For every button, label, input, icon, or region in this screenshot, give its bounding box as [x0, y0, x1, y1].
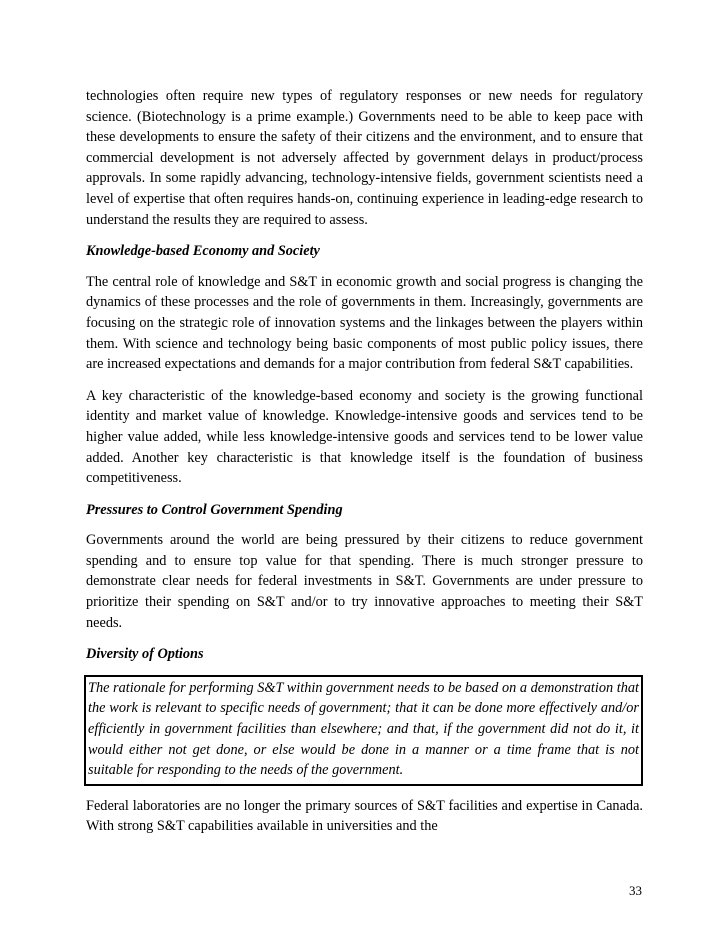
heading-spending-pressures: Pressures to Control Government Spending — [86, 501, 343, 518]
heading-knowledge-economy: Knowledge-based Economy and Society — [86, 243, 320, 260]
diversity-paragraph: Federal laboratories are no longer the primary sources of S&T facilities and expertise in Canada. With strong S&T capabilities available in universities and the — [86, 797, 643, 835]
intro-paragraph: technologies often require new types of regulatory responses or new needs for regulatory science. (Biotechnology is a prime example.) Governments need to be able to keep pace with these developments to ensure the safety of their citizens and the environment, and to ensure that commercial development is not adversely affected by government delays in product/process approvals. In some rapidly advancing, technology-intensive fields, government scientists need a level of expertise that often requires hands-on, continuing experience in leading-edge research to understand the results they are required to assess. — [86, 88, 643, 228]
pressures-paragraph: Governments around the world are being pressured by their citizens to reduce government spending and to ensure top value for that spending. There is much stronger pressure to demonstrate clear needs for federal investments in S&T. Governments are under pressure to prioritize their spending on S&T and/or to try innovative approaches to meeting their S&T needs. — [86, 532, 643, 631]
knowledge-paragraph-1: The central role of knowledge and S&T in economic growth and social progress is changing the dynamics of these processes and the role of governments in them. Increasingly, governments are focusing on the strategic role of innovation systems and the linkages between the players within them. With science and technology being basic components of most public policy issues, there are increased expectations and demands for a major contribution from federal S&T capabilities. — [86, 273, 643, 373]
heading-diversity-of-options: Diversity of Options — [86, 646, 204, 663]
knowledge-paragraph-2: A key characteristic of the knowledge-based economy and society is the growing functional identity and market value of knowledge. Knowledge-intensive goods and services tend to be higher value added, while less knowledge-intensive goods and services tend to be lower value added. Another key characteristic is that knowledge itself is the foundation of business competitiveness. — [86, 387, 643, 487]
rationale-callout-text: The rationale for performing S&T within government needs to be based on a demonstration that the work is relevant to specific needs of government; that it can be done more effectively and/or efficiently in government facilities than elsewhere; and that, if the government did not do it, it would either not get done, or else would be done in a manner or a time frame that is not suitable for responding to the needs of the government. — [88, 679, 639, 779]
page-number: 33 — [629, 883, 642, 898]
rationale-callout-box — [84, 675, 643, 786]
document-page — [86, 86, 643, 848]
